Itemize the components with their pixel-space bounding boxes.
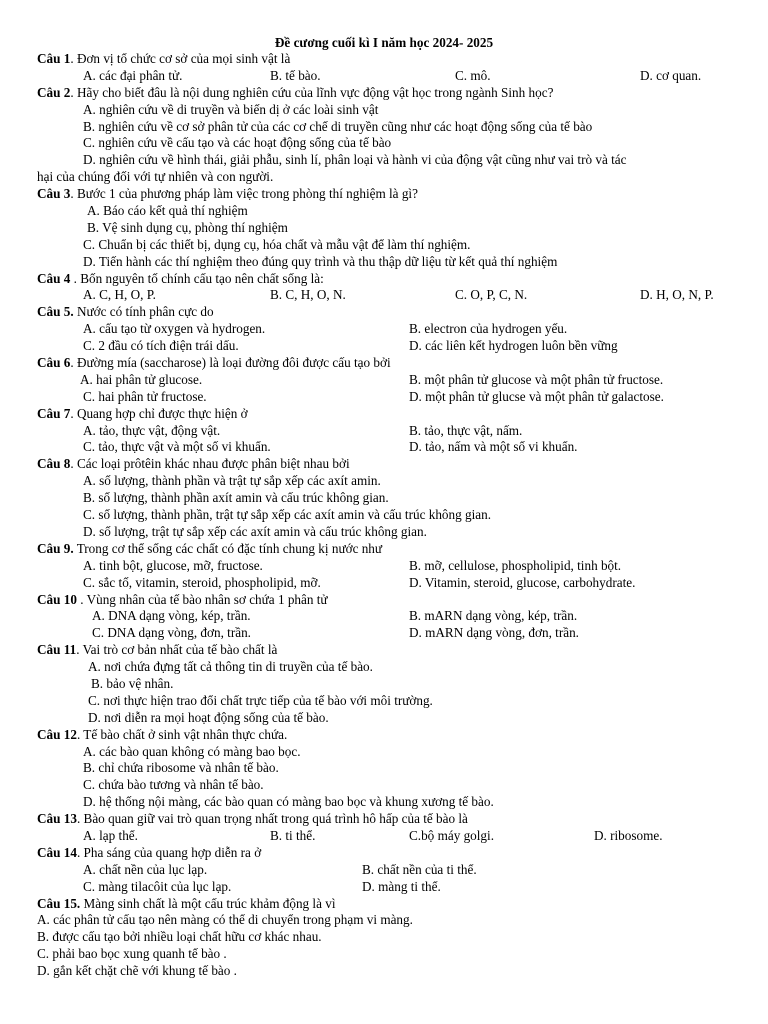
question-text: Nước có tính phân cực do: [73, 304, 214, 320]
question-text: . Đường mía (saccharose) là loại đường đôi được cấu tạo bởi: [70, 355, 391, 371]
question-number: Câu 7: [37, 405, 71, 421]
question-11: [37, 642, 737, 659]
option-c: C. nơi thực hiện trao đổi chất trực tiếp của tế bào với môi trường.: [88, 692, 433, 708]
question-9: [37, 541, 737, 558]
question-text: . Bốn nguyên tố chính cấu tạo nên chất sống là:: [70, 270, 324, 286]
options-row: [37, 575, 737, 592]
options-row: [37, 862, 737, 879]
question-text: . Vai trò cơ bản nhất của tế bào chất là: [76, 642, 278, 658]
option-c: C. chứa bào tương và nhân tế bào.: [83, 777, 264, 793]
option-c: C. DNA dạng vòng, đơn, trần.: [92, 625, 251, 641]
option-c: C. hai phân tử fructose.: [83, 388, 207, 404]
question-text: . Bào quan giữ vai trò quan trọng nhất trong quá trình hô hấp của tế bào là: [76, 811, 468, 827]
question-number: Câu 10: [37, 591, 77, 607]
option-c: C. O, P, C, N.: [455, 287, 528, 303]
question-number: Câu 14: [37, 844, 77, 860]
option-b: B. được cấu tạo bởi nhiều loại chất hữu cơ khác nhau.: [37, 929, 322, 945]
question-number: Câu 8: [37, 456, 71, 472]
option-b: B. bảo vệ nhân.: [91, 675, 174, 691]
option-d: D. Tiến hành các thí nghiệm theo đúng quy trình và thu thập dữ liệu từ kết quả thí nghiệm: [83, 253, 558, 269]
question-text: . Tế bào chất ở sinh vật nhân thực chứa.: [76, 726, 288, 742]
option-a: A. các phân tử cấu tạo nên màng có thể di chuyển trong phạm vi màng.: [37, 912, 413, 928]
options-row: [37, 321, 737, 338]
option-b: B. chất nền của ti thể.: [362, 861, 477, 877]
option-b: B. mARN dạng vòng, kép, trần.: [409, 608, 578, 624]
option-d: D. tảo, nấm và một số vi khuẩn.: [409, 439, 578, 455]
option-c: C. mô.: [455, 67, 491, 83]
question-number: Câu 1: [37, 51, 71, 66]
option-d: D. nơi diễn ra mọi hoạt động sống của tế bào.: [88, 709, 329, 725]
option-d: D. màng ti thể.: [362, 878, 441, 894]
options-row: [37, 439, 737, 456]
option-c: C. số lượng, thành phần, trật tự sắp xếp các axít amin và cấu trúc không gian.: [83, 507, 491, 523]
option-d: D. gắn kết chặt chẽ với khung tế bào .: [37, 963, 237, 979]
question-text: . Vùng nhân của tế bào nhân sơ chứa 1 phân tử: [76, 591, 328, 607]
option-a: A. tinh bột, glucose, mỡ, fructose.: [83, 557, 263, 573]
question-8: [37, 456, 737, 473]
option-a: A. nơi chứa đựng tất cả thông tin di truyền của tế bào.: [88, 659, 373, 675]
options-row: [37, 372, 737, 389]
options-row: [37, 828, 737, 845]
question-3: [37, 186, 737, 203]
question-number: Câu 2: [37, 84, 71, 100]
options-row: [37, 608, 737, 625]
option-a: A. DNA dạng vòng, kép, trần.: [92, 608, 251, 624]
options-row: [37, 625, 737, 642]
question-text: . Hãy cho biết đâu là nội dung nghiên cứu của lĩnh vực động vật học trong ngành Sinh học?: [70, 84, 554, 100]
question-list: [37, 51, 737, 980]
question-number: Câu 13: [37, 811, 77, 827]
option-d: D. Vitamin, steroid, glucose, carbohydrate.: [409, 574, 636, 590]
option-a: A. cấu tạo từ oxygen và hydrogen.: [83, 321, 266, 337]
question-text: Màng sinh chất là một cấu trúc khảm động là vì: [80, 895, 336, 911]
question-7: [37, 406, 737, 423]
question-text: Trong cơ thể sống các chất có đặc tính chung kị nước như: [73, 540, 383, 556]
option-b: B. một phân tử glucose và một phân tử fructose.: [409, 371, 664, 387]
option-c: C. nghiên cứu về cấu tạo và các hoạt động sống của tế bào: [83, 135, 392, 151]
option-c: C.bộ máy golgi.: [409, 827, 494, 843]
option-a: A. số lượng, thành phần và trật tự sắp xếp các axít amin.: [83, 473, 381, 489]
option-c: C. màng tilacôit của lục lạp.: [83, 878, 232, 894]
question-number: Câu 15.: [37, 895, 81, 911]
option-d: D. các liên kết hydrogen luôn bền vững: [409, 338, 618, 354]
question-10: [37, 592, 737, 609]
option-a: A. hai phân tử glucose.: [80, 371, 203, 387]
question-14: [37, 845, 737, 862]
question-number: Câu 3: [37, 186, 71, 202]
option-c: C. Chuẩn bị các thiết bị, dụng cụ, hóa chất và mẫu vật để làm thí nghiệm.: [83, 236, 471, 252]
option-b: B. mỡ, cellulose, phospholipid, tinh bột.: [409, 557, 622, 573]
question-text: . Các loại prôtêin khác nhau được phân biệt nhau bởi: [70, 456, 350, 472]
question-text: . Quang hợp chỉ được thực hiện ở: [70, 405, 248, 421]
options-row: [37, 68, 737, 85]
question-number: Câu 11: [37, 642, 77, 658]
option-b: B. Vệ sinh dụng cụ, phòng thí nghiệm: [87, 219, 288, 235]
option-a: A. tảo, thực vật, động vật.: [83, 422, 221, 438]
question-15: [37, 896, 737, 913]
option-b: B. C, H, O, N.: [270, 287, 346, 303]
option-c: C. sắc tố, vitamin, steroid, phospholipid, mỡ.: [83, 574, 321, 590]
option-b: B. electron của hydrogen yếu.: [409, 321, 568, 337]
question-13: [37, 811, 737, 828]
option-b: B. tế bào.: [270, 67, 321, 83]
question-number: Câu 4: [37, 270, 71, 286]
question-1: [37, 51, 737, 68]
option-d: D. cơ quan.: [640, 67, 702, 83]
option-d: D. mARN dạng vòng, đơn, trần.: [409, 625, 579, 641]
option-a: A. lạp thể.: [83, 827, 138, 843]
question-2: [37, 85, 737, 102]
option-b: B. tảo, thực vật, nấm.: [409, 422, 523, 438]
options-row: [37, 423, 737, 440]
option-a: A. các đại phân tử.: [83, 67, 183, 83]
options-row: [37, 338, 737, 355]
option-a: A. C, H, O, P.: [83, 287, 156, 303]
options-row: [37, 879, 737, 896]
question-text: . Pha sáng của quang hợp diễn ra ở: [76, 844, 262, 860]
question-text: . Đơn vị tổ chức cơ sở của mọi sinh vật là: [70, 51, 291, 66]
option-d: D. một phân tử glucse và một phân tử galactose.: [409, 388, 664, 404]
option-c: C. tảo, thực vật và một số vi khuẩn.: [83, 439, 271, 455]
option-d: D. nghiên cứu về hình thái, giải phẫu, sinh lí, phân loại và hành vi của động vật cũng như vai trò và tác: [83, 152, 627, 168]
option-b: B. ti thể.: [270, 827, 316, 843]
question-number: Câu 12: [37, 726, 77, 742]
option-a: A. chất nền của lục lạp.: [83, 861, 208, 877]
option-d-continued: hại của chúng đối với tự nhiên và con người.: [37, 169, 274, 185]
question-4: [37, 271, 737, 288]
option-b: B. nghiên cứu về cơ sở phân tử của các cơ chế di truyền cũng như các hoạt động sống của tế bào: [83, 118, 593, 134]
question-6: [37, 355, 737, 372]
option-c: C. phải bao bọc xung quanh tế bào .: [37, 946, 227, 962]
option-a: A. Báo cáo kết quả thí nghiệm: [87, 203, 248, 219]
question-5: [37, 304, 737, 321]
question-number: Câu 9.: [37, 540, 74, 556]
options-row: [37, 558, 737, 575]
option-d: D. hệ thống nội màng, các bào quan có màng bao bọc và khung xương tế bào.: [83, 794, 494, 810]
option-d: D. H, O, N, P.: [640, 287, 714, 303]
option-d: D. ribosome.: [594, 827, 663, 843]
document-title: Đề cương cuối kì I năm học 2024- 2025: [274, 35, 494, 50]
question-number: Câu 6: [37, 355, 71, 371]
question-text: . Bước 1 của phương pháp làm việc trong phòng thí nghiệm là gì?: [70, 186, 418, 202]
options-row: [37, 389, 737, 406]
options-row: [37, 287, 737, 304]
question-12: [37, 727, 737, 744]
question-number: Câu 5.: [37, 304, 74, 320]
option-d: D. số lượng, trật tự sắp xếp các axít amin và cấu trúc không gian.: [83, 523, 427, 539]
option-a: A. các bào quan không có màng bao bọc.: [83, 743, 301, 759]
option-b: B. số lượng, thành phần axít amin và cấu trúc không gian.: [83, 490, 389, 506]
option-c: C. 2 đầu có tích điện trái dấu.: [83, 338, 239, 354]
option-b: B. chỉ chứa ribosome và nhân tế bào.: [83, 760, 279, 776]
option-a: A. nghiên cứu về di truyền và biến dị ở các loài sinh vật: [83, 101, 379, 117]
